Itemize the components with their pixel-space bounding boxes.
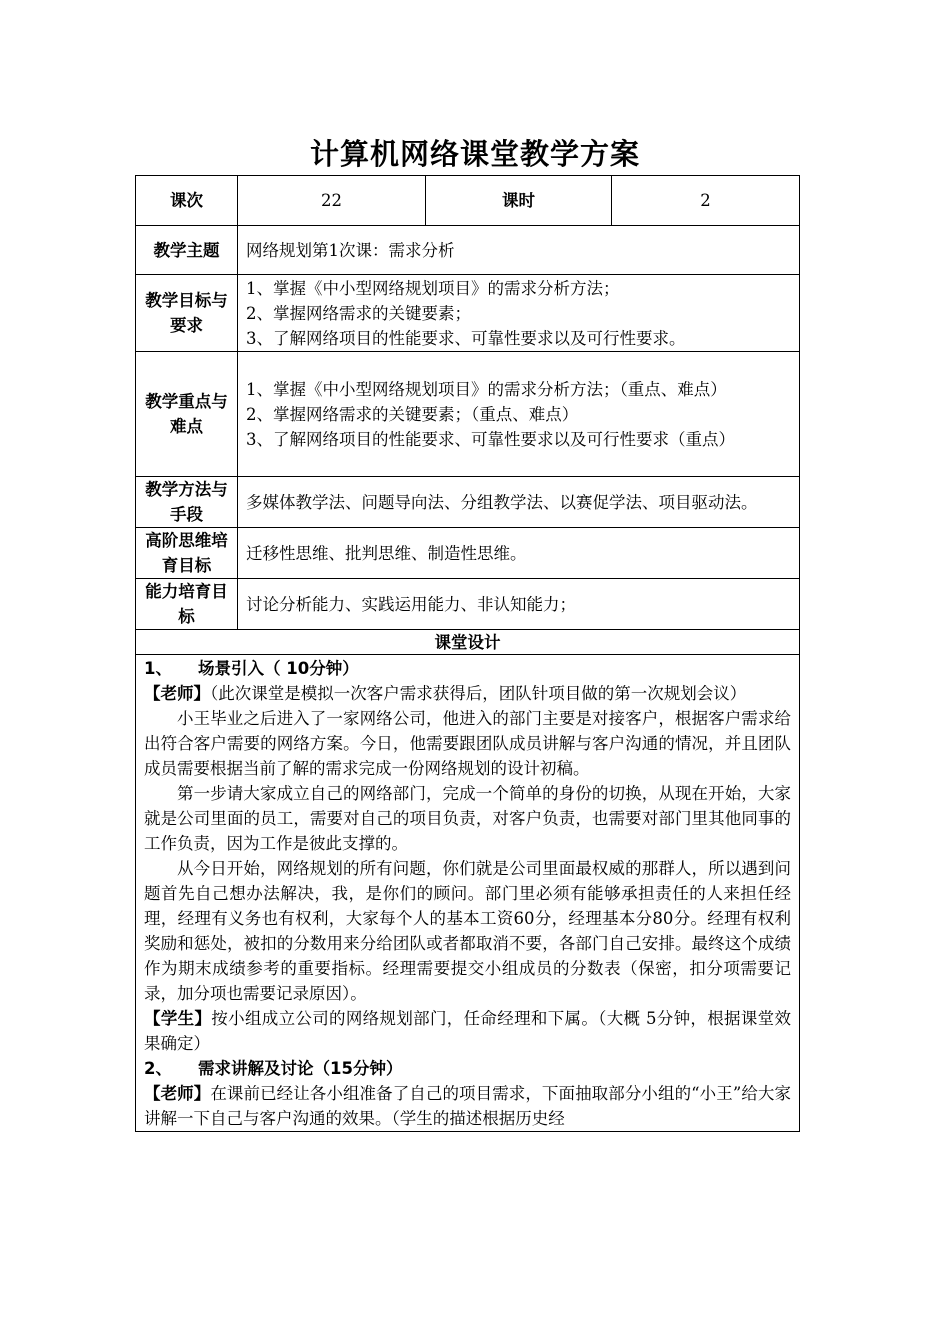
objectives-row <box>136 275 800 352</box>
section-1-paragraph: 从今日开始，网络规划的所有问题，你们就是公司里面最权威的那群人，所以遇到问题首先自己想办法解决，我，是你们的顾问。部门里必须有能够承担责任的人来担任经理，经理有义务也有权利，大家每个人的基本工资60分，经理基本分80分。经理有权利奖励和惩处，被扣的分数用来分给团队或者都取消不要，各部门自己安排。最终这个成绩作为期末成绩参考的重要指标。经理需要提交小组成员的分数表（保密，扣分项需要记录，加分项也需要记录原因）。 <box>144 859 791 1003</box>
design-heading: 课堂设计 <box>136 630 800 655</box>
section-1-teacher-note <box>144 681 791 706</box>
key-points-row <box>136 352 800 477</box>
topic-row <box>136 226 800 275</box>
objectives-cell <box>238 275 800 352</box>
key-point-item: 3、了解网络项目的性能要求、可靠性要求以及可行性要求（重点） <box>246 429 735 449</box>
hours-value: 2 <box>612 176 800 226</box>
topic-label: 教学主题 <box>136 226 238 275</box>
section-2-number: 2、 <box>144 1059 172 1078</box>
ability-row <box>136 579 800 630</box>
header-row <box>136 176 800 226</box>
teacher-text: 在课前已经让各小组准备了自己的项目需求，下面抽取部分小组的“小王”给大家讲解一下自己与客户沟通的效果。（学生的描述根据历史经 <box>144 1084 792 1128</box>
section-1-paragraph: 第一步请大家成立自己的网络部门，完成一个简单的身份的切换，从现在开始，大家就是公司里面的员工，需要对自己的项目负责，对客户负责，也需要对部门里其他同事的工作负责，因为工作是彼此支撑的。 <box>144 784 791 853</box>
section-2-teacher-note <box>144 1081 791 1131</box>
section-2-heading <box>144 1056 791 1081</box>
lesson-plan-table <box>135 175 800 1132</box>
student-tag: 【学生】 <box>144 1009 212 1028</box>
key-points-label: 教学重点与难点 <box>136 352 238 477</box>
key-point-item: 1、掌握《中小型网络规划项目》的需求分析方法；（重点、难点） <box>246 379 727 399</box>
methods-label: 教学方法与手段 <box>136 477 238 528</box>
methods-value: 多媒体教学法、问题导向法、分组教学法、以赛促学法、项目驱动法。 <box>238 477 800 528</box>
key-point-item: 2、掌握网络需求的关键要素；（重点、难点） <box>246 404 579 424</box>
teacher-tag: 【老师】 <box>144 1084 211 1103</box>
objective-item: 3、了解网络项目的性能要求、可靠性要求以及可行性要求。 <box>246 328 686 348</box>
section-1-number: 1、 <box>144 659 172 678</box>
thinking-row <box>136 528 800 579</box>
hours-label: 课时 <box>426 176 612 226</box>
methods-row <box>136 477 800 528</box>
section-1-title: 场景引入（ 10分钟） <box>198 659 359 678</box>
document-title: 计算机网络课堂教学方案 <box>309 137 640 171</box>
design-heading-row <box>136 630 800 655</box>
objective-item: 1、掌握《中小型网络规划项目》的需求分析方法； <box>246 278 620 298</box>
section-1-paragraph: 小王毕业之后进入了一家网络公司，他进入的部门主要是对接客户，根据客户需求给出符合客户需要的网络方案。今日，他需要跟团队成员讲解与客户沟通的情况，并且团队成员需要根据当前了解的需求完成一份网络规划的设计初稿。 <box>144 709 791 778</box>
lesson-value: 22 <box>238 176 426 226</box>
topic-value: 网络规划第1次课：需求分析 <box>238 226 800 275</box>
key-points-cell <box>238 352 800 477</box>
section-2-title: 需求讲解及讨论（15分钟） <box>198 1059 403 1078</box>
student-text: 按小组成立公司的网络规划部门，任命经理和下属。（大概 5分钟，根据课堂效果确定） <box>144 1009 792 1053</box>
thinking-label: 高阶思维培育目标 <box>136 528 238 579</box>
section-1-student-note <box>144 1006 791 1056</box>
lesson-label: 课次 <box>136 176 238 226</box>
ability-label: 能力培育目标 <box>136 579 238 630</box>
ability-value: 讨论分析能力、实践运用能力、非认知能力； <box>238 579 800 630</box>
objectives-label: 教学目标与要求 <box>136 275 238 352</box>
teacher-text: （此次课堂是模拟一次客户需求获得后，团队针项目做的第一次规划会议） <box>210 684 747 703</box>
design-content <box>136 655 800 1132</box>
teacher-tag: 【老师】 <box>144 684 210 703</box>
thinking-value: 迁移性思维、批判思维、制造性思维。 <box>238 528 800 579</box>
objective-item: 2、掌握网络需求的关键要素； <box>246 303 471 323</box>
section-1-heading <box>144 656 791 681</box>
design-content-row <box>136 655 800 1132</box>
